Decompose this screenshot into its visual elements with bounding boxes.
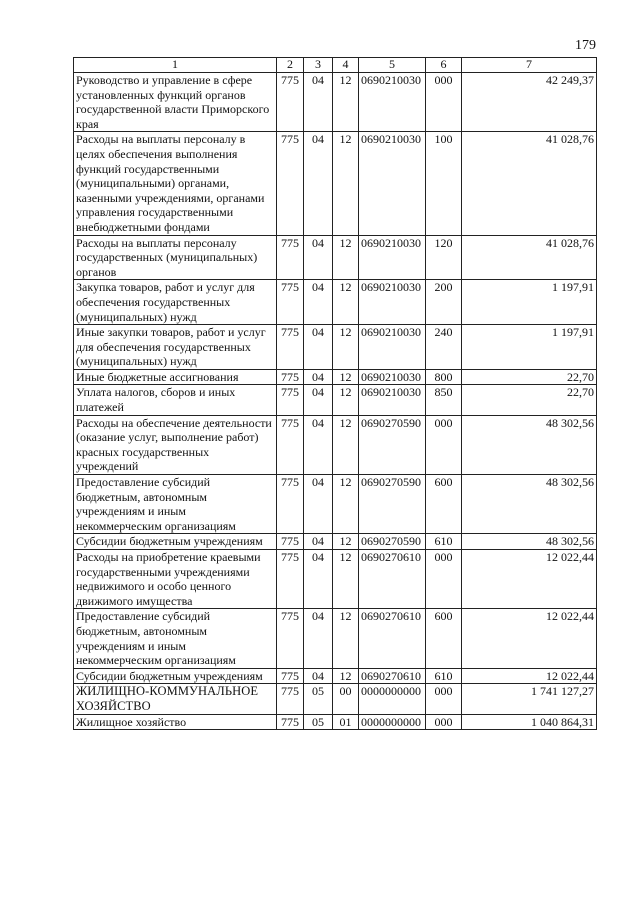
row-expense-type: 240 [426, 325, 462, 370]
row-target-article: 0690270590 [359, 475, 426, 534]
row-subsection: 12 [333, 385, 359, 415]
table-row [74, 415, 597, 474]
row-expense-type: 000 [426, 550, 462, 609]
row-section: 04 [304, 609, 333, 668]
row-target-article: 0690210030 [359, 325, 426, 370]
table-row [74, 668, 597, 684]
table-row [74, 534, 597, 550]
row-grbs: 775 [277, 369, 304, 385]
table-row [74, 235, 597, 280]
row-expense-type: 000 [426, 714, 462, 730]
row-target-article: 0690270590 [359, 534, 426, 550]
row-name: Закупка товаров, работ и услуг для обеспечения государственных (муниципальных) нужд [74, 280, 277, 325]
row-amount: 22,70 [462, 385, 597, 415]
row-expense-type: 000 [426, 73, 462, 132]
row-grbs: 775 [277, 684, 304, 714]
header-col-3: 3 [304, 58, 333, 73]
row-subsection: 12 [333, 132, 359, 235]
header-col-5: 5 [359, 58, 426, 73]
row-subsection: 12 [333, 369, 359, 385]
row-name: Расходы на приобретение краевыми государственными учреждениями недвижимого и особо ценного движимого имущества [74, 550, 277, 609]
row-name: Иные бюджетные ассигнования [74, 369, 277, 385]
row-grbs: 775 [277, 609, 304, 668]
header-col-4: 4 [333, 58, 359, 73]
row-expense-type: 850 [426, 385, 462, 415]
row-expense-type: 610 [426, 534, 462, 550]
table-row [74, 475, 597, 534]
row-expense-type: 000 [426, 415, 462, 474]
row-expense-type: 610 [426, 668, 462, 684]
row-target-article: 0690210030 [359, 132, 426, 235]
row-amount: 1 197,91 [462, 325, 597, 370]
row-grbs: 775 [277, 475, 304, 534]
row-amount: 1 197,91 [462, 280, 597, 325]
row-section: 04 [304, 415, 333, 474]
row-target-article: 0690210030 [359, 369, 426, 385]
row-grbs: 775 [277, 714, 304, 730]
row-amount: 12 022,44 [462, 609, 597, 668]
row-grbs: 775 [277, 280, 304, 325]
budget-table [73, 57, 597, 730]
row-grbs: 775 [277, 415, 304, 474]
row-expense-type: 120 [426, 235, 462, 280]
row-amount: 22,70 [462, 369, 597, 385]
row-expense-type: 800 [426, 369, 462, 385]
row-target-article: 0690270610 [359, 550, 426, 609]
row-grbs: 775 [277, 534, 304, 550]
row-section: 04 [304, 385, 333, 415]
row-name: Руководство и управление в сфере установленных функций органов государственной власти Приморского края [74, 73, 277, 132]
row-amount: 41 028,76 [462, 132, 597, 235]
row-subsection: 12 [333, 280, 359, 325]
row-subsection: 12 [333, 235, 359, 280]
row-subsection: 12 [333, 668, 359, 684]
row-expense-type: 600 [426, 475, 462, 534]
row-name: ЖИЛИЩНО-КОММУНАЛЬНОЕ ХОЗЯЙСТВО [74, 684, 277, 714]
table-row [74, 369, 597, 385]
header-col-1: 1 [74, 58, 277, 73]
row-grbs: 775 [277, 132, 304, 235]
row-grbs: 775 [277, 668, 304, 684]
row-target-article: 0690270610 [359, 668, 426, 684]
row-section: 04 [304, 235, 333, 280]
row-amount: 1 741 127,27 [462, 684, 597, 714]
row-section: 04 [304, 550, 333, 609]
row-subsection: 12 [333, 73, 359, 132]
table-row [74, 385, 597, 415]
row-subsection: 01 [333, 714, 359, 730]
row-grbs: 775 [277, 73, 304, 132]
table-row [74, 550, 597, 609]
row-name: Жилищное хозяйство [74, 714, 277, 730]
row-subsection: 00 [333, 684, 359, 714]
row-grbs: 775 [277, 235, 304, 280]
row-grbs: 775 [277, 550, 304, 609]
row-target-article: 0690210030 [359, 73, 426, 132]
row-amount: 12 022,44 [462, 550, 597, 609]
row-grbs: 775 [277, 385, 304, 415]
row-name: Субсидии бюджетным учреждениям [74, 534, 277, 550]
row-grbs: 775 [277, 325, 304, 370]
row-target-article: 0690270590 [359, 415, 426, 474]
row-subsection: 12 [333, 534, 359, 550]
row-subsection: 12 [333, 609, 359, 668]
row-name: Расходы на обеспечение деятельности (оказание услуг, выполнение работ) красных государственных учреждений [74, 415, 277, 474]
row-name: Субсидии бюджетным учреждениям [74, 668, 277, 684]
header-col-2: 2 [277, 58, 304, 73]
row-expense-type: 000 [426, 684, 462, 714]
table-row [74, 609, 597, 668]
row-amount: 48 302,56 [462, 415, 597, 474]
row-target-article: 0690210030 [359, 385, 426, 415]
row-section: 04 [304, 534, 333, 550]
row-section: 05 [304, 714, 333, 730]
row-amount: 48 302,56 [462, 475, 597, 534]
row-section: 04 [304, 668, 333, 684]
row-name: Уплата налогов, сборов и иных платежей [74, 385, 277, 415]
row-name: Расходы на выплаты персоналу государственных (муниципальных) органов [74, 235, 277, 280]
row-target-article: 0690210030 [359, 280, 426, 325]
table-row [74, 132, 597, 235]
row-section: 05 [304, 684, 333, 714]
row-amount: 1 040 864,31 [462, 714, 597, 730]
row-expense-type: 600 [426, 609, 462, 668]
table-row [74, 280, 597, 325]
row-amount: 12 022,44 [462, 668, 597, 684]
row-expense-type: 100 [426, 132, 462, 235]
page-number: 179 [575, 38, 596, 53]
row-section: 04 [304, 132, 333, 235]
row-section: 04 [304, 73, 333, 132]
row-subsection: 12 [333, 415, 359, 474]
header-col-6: 6 [426, 58, 462, 73]
row-subsection: 12 [333, 325, 359, 370]
row-amount: 48 302,56 [462, 534, 597, 550]
row-subsection: 12 [333, 550, 359, 609]
header-row [74, 58, 597, 73]
row-name: Предоставление субсидий бюджетным, автономным учреждениям и иным некоммерческим организациям [74, 475, 277, 534]
row-name: Предоставление субсидий бюджетным, автономным учреждениям и иным некоммерческим организациям [74, 609, 277, 668]
row-amount: 42 249,37 [462, 73, 597, 132]
row-target-article: 0000000000 [359, 684, 426, 714]
row-section: 04 [304, 325, 333, 370]
table-row [74, 684, 597, 714]
row-amount: 41 028,76 [462, 235, 597, 280]
table-row [74, 73, 597, 132]
row-target-article: 0000000000 [359, 714, 426, 730]
table-row [74, 714, 597, 730]
row-name: Иные закупки товаров, работ и услуг для обеспечения государственных (муниципальных) нужд [74, 325, 277, 370]
row-subsection: 12 [333, 475, 359, 534]
row-target-article: 0690210030 [359, 235, 426, 280]
row-expense-type: 200 [426, 280, 462, 325]
row-section: 04 [304, 369, 333, 385]
row-target-article: 0690270610 [359, 609, 426, 668]
header-col-7: 7 [462, 58, 597, 73]
row-section: 04 [304, 475, 333, 534]
row-name: Расходы на выплаты персоналу в целях обеспечения выполнения функций государственными (муниципальными) органами, казенными учреждениями, органами управления государственными внебюджетными фондами [74, 132, 277, 235]
row-section: 04 [304, 280, 333, 325]
table-row [74, 325, 597, 370]
